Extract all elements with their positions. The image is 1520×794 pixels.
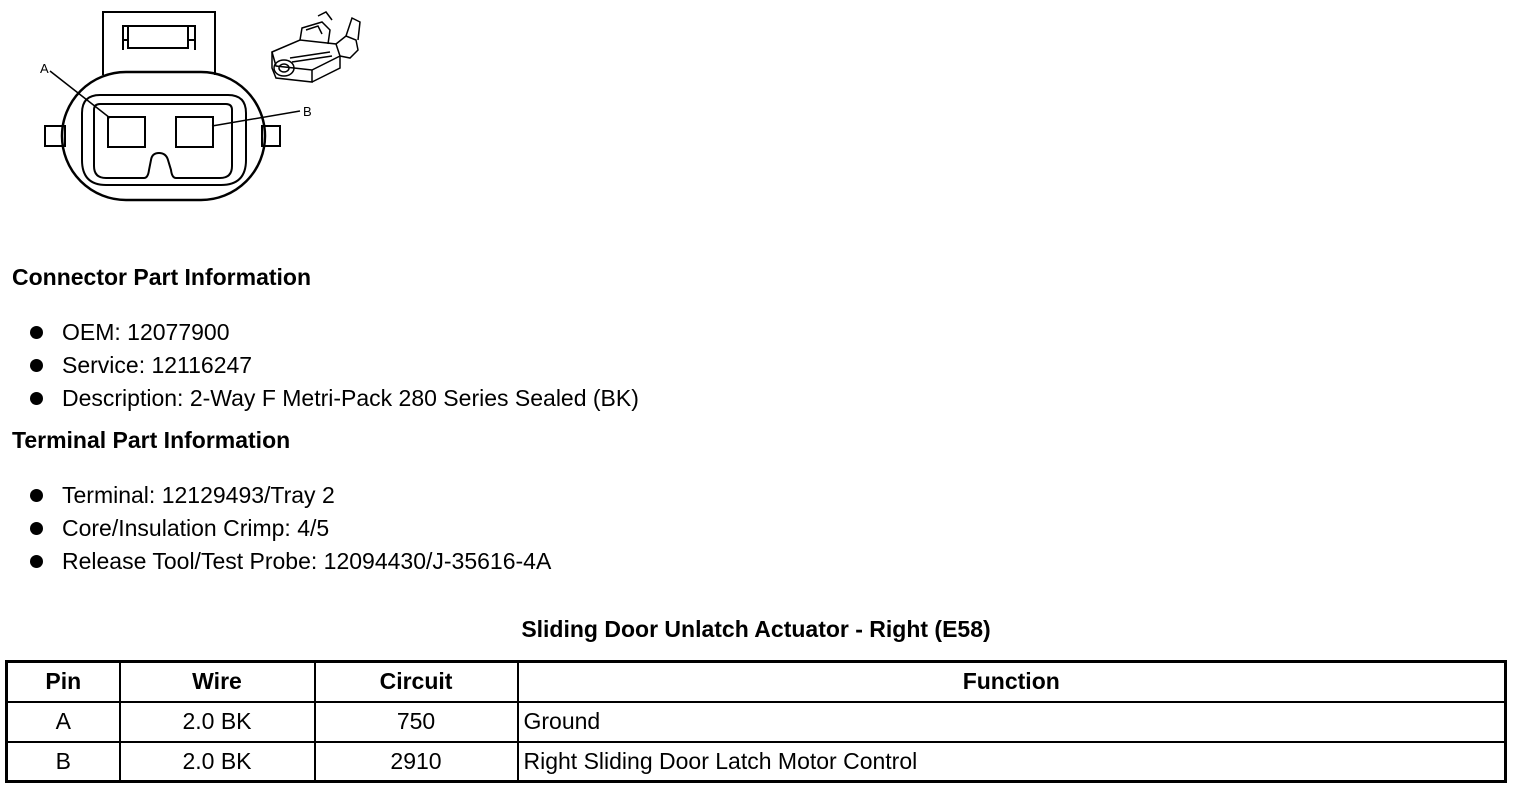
pin-cell: A bbox=[7, 702, 120, 742]
bullet-icon bbox=[30, 392, 43, 405]
list-item-text: Core/Insulation Crimp: 4/5 bbox=[62, 515, 330, 541]
function-cell: Ground bbox=[518, 702, 1506, 742]
list-item-text: Release Tool/Test Probe: 12094430/J-35616-4A bbox=[62, 548, 552, 574]
list-item bbox=[30, 479, 551, 512]
function-cell: Right Sliding Door Latch Motor Control bbox=[518, 742, 1506, 782]
list-item-text: OEM: 12077900 bbox=[62, 319, 230, 345]
list-item-text: Description: 2-Way F Metri-Pack 280 Series Sealed (BK) bbox=[62, 385, 639, 411]
table-header-row bbox=[7, 662, 1506, 702]
list-item bbox=[30, 316, 639, 349]
table-row bbox=[7, 742, 1506, 782]
circuit-cell: 2910 bbox=[315, 742, 518, 782]
list-item-text: Service: 12116247 bbox=[62, 352, 253, 378]
list-item bbox=[30, 382, 639, 415]
circuit-cell: 750 bbox=[315, 702, 518, 742]
column-header-function: Function bbox=[518, 662, 1506, 702]
wire-cell: 2.0 BK bbox=[120, 742, 315, 782]
column-header-circuit: Circuit bbox=[315, 662, 518, 702]
wire-cell: 2.0 BK bbox=[120, 702, 315, 742]
list-item bbox=[30, 545, 551, 578]
pin-label-a: A bbox=[40, 61, 49, 76]
column-header-pin: Pin bbox=[7, 662, 120, 702]
pin-table bbox=[5, 660, 1507, 783]
table-title: Sliding Door Unlatch Actuator - Right (E58) bbox=[521, 616, 991, 642]
bullet-icon bbox=[30, 522, 43, 535]
connector-face-diagram bbox=[0, 0, 380, 230]
list-item bbox=[30, 349, 639, 382]
connector-part-info-list bbox=[30, 316, 639, 415]
bullet-icon bbox=[30, 326, 43, 339]
list-item bbox=[30, 512, 551, 545]
terminal-part-info-list bbox=[30, 479, 551, 578]
bullet-icon bbox=[30, 359, 43, 372]
connector-face-view-icon bbox=[45, 12, 300, 200]
bullet-icon bbox=[30, 489, 43, 502]
pin-label-b: B bbox=[303, 104, 312, 119]
connector-3d-thumbnail-icon bbox=[272, 12, 360, 82]
terminal-part-info-heading: Terminal Part Information bbox=[12, 427, 291, 453]
table-row bbox=[7, 702, 1506, 742]
list-item-text: Terminal: 12129493/Tray 2 bbox=[62, 482, 335, 508]
connector-part-info-heading: Connector Part Information bbox=[12, 264, 312, 290]
bullet-icon bbox=[30, 555, 43, 568]
pin-cell: B bbox=[7, 742, 120, 782]
column-header-wire: Wire bbox=[120, 662, 315, 702]
